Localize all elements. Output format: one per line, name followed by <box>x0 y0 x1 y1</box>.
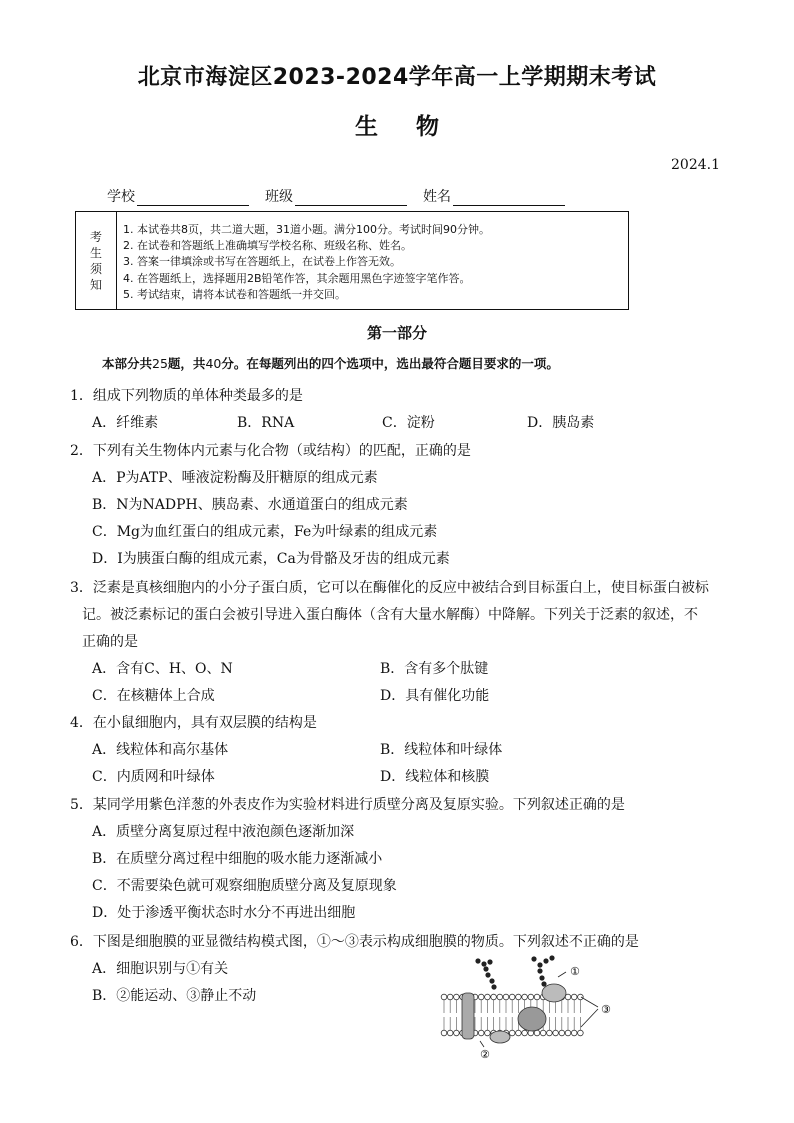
option-c[interactable]: C．淀粉 <box>382 415 435 431</box>
option-a[interactable]: A．质壁分离复原过程中液泡颜色逐渐加深 <box>92 824 355 840</box>
phospholipid-head <box>528 994 534 1000</box>
class-field <box>265 186 407 206</box>
label-2: ② <box>480 1048 490 1060</box>
class-label: 班级 <box>265 189 293 205</box>
question-options <box>70 656 725 683</box>
school-field <box>107 186 249 206</box>
option-b[interactable]: B．线粒体和叶绿体 <box>380 742 503 758</box>
class-blank <box>295 189 407 206</box>
phospholipid-head <box>478 1030 484 1036</box>
cell-membrane-diagram <box>436 955 626 1060</box>
question-stem-line: 3．泛素是真核细胞内的小分子蛋白质，它可以在酶催化的反应中被结合到目标蛋白上，使目标蛋白被标 <box>70 580 709 596</box>
option-d[interactable]: D．处于渗透平衡状态时水分不再进出细胞 <box>92 905 356 921</box>
question-6 <box>70 929 725 1010</box>
surface-protein <box>542 984 566 1002</box>
question-options <box>70 410 725 437</box>
notice-item: 1. 本试卷共8页，共二道大题，31道小题。满分100分。考试时间90分钟。 <box>123 223 490 236</box>
glycoprotein-chain <box>531 955 554 986</box>
notice-label-char: 知 <box>89 277 102 292</box>
notice-label-char: 须 <box>89 261 102 276</box>
notice-item: 3. 答案一律填涂或书写在答题纸上，在试卷上作答无效。 <box>123 255 401 269</box>
phospholipid-head <box>534 994 540 1000</box>
option-c[interactable]: C．在核糖体上合成 <box>92 688 215 704</box>
notice-side-label <box>76 212 117 309</box>
option-a[interactable]: A．细胞识别与①有关 <box>92 961 229 977</box>
name-blank <box>453 189 565 206</box>
phospholipid-head <box>454 994 460 1000</box>
exam-date: 2024.1 <box>671 157 720 173</box>
part-instructions: 本部分共25题，共40分。在每题列出的四个选项中，选出最符合题目要求的一项。 <box>102 356 559 371</box>
label-1: ① <box>570 965 580 978</box>
option-b[interactable]: B．②能运动、③静止不动 <box>92 988 257 1004</box>
phospholipid-head <box>522 1030 528 1036</box>
question-stem: 1．组成下列物质的单体种类最多的是 <box>70 388 303 404</box>
option-d[interactable]: D．I为胰蛋白酶的组成元素，Ca为骨骼及牙齿的组成元素 <box>92 551 450 567</box>
question-options <box>70 683 725 710</box>
student-info-fields <box>107 186 581 206</box>
exam-notice-box <box>75 211 629 310</box>
phospholipid-head <box>571 994 577 1000</box>
question-stem: 2．下列有关生物体内元素与化合物（或结构）的匹配，正确的是 <box>70 443 471 459</box>
name-label: 姓名 <box>423 189 451 205</box>
phospholipid-head <box>522 994 528 1000</box>
option-d[interactable]: D．线粒体和核膜 <box>380 769 490 785</box>
phospholipid-head <box>454 1030 460 1036</box>
question-options <box>70 737 725 764</box>
leader-line-1 <box>558 972 566 977</box>
question-stem-line: 记。被泛素标记的蛋白会被引导进入蛋白酶体（含有大量水解酶）中降解。下列关于泛素的叙述，不 <box>82 607 698 623</box>
question-stem: 6．下图是细胞膜的亚显微结构模式图，①～③表示构成细胞膜的物质。下列叙述不正确的是 <box>70 934 639 950</box>
phospholipid-head <box>578 994 584 1000</box>
phospholipid-head <box>540 1030 546 1036</box>
school-blank <box>137 189 249 206</box>
option-b[interactable]: B．含有多个肽键 <box>380 661 489 677</box>
phospholipid-head <box>516 994 522 1000</box>
phospholipid-head <box>485 1030 491 1036</box>
phospholipid-head <box>441 994 447 1000</box>
leader-line-3 <box>581 1009 598 1027</box>
question-stem: 5．某同学用紫色洋葱的外表皮作为实验材料进行质壁分离及复原实验。下列叙述正确的是 <box>70 797 625 813</box>
option-d[interactable]: D．胰岛素 <box>527 415 595 431</box>
notice-item: 4. 在答题纸上，选择题用2B铅笔作答，其余题用黑色字迹签字笔作答。 <box>123 271 471 285</box>
phospholipid-head <box>565 1030 571 1036</box>
phospholipid-head <box>491 994 497 1000</box>
question-stem: 4．在小鼠细胞内，具有双层膜的结构是 <box>70 715 317 731</box>
phospholipid-head <box>485 994 491 1000</box>
subject-title: 生物 <box>355 114 477 140</box>
phospholipid-head <box>509 994 515 1000</box>
label-3: ③ <box>601 1003 611 1016</box>
exam-title: 北京市海淀区2023-2024学年高一上学期期末考试 <box>137 65 657 90</box>
transmembrane-protein <box>462 993 474 1039</box>
name-field <box>423 186 565 206</box>
option-b[interactable]: B．在质壁分离过程中细胞的吸水能力逐渐减小 <box>92 851 383 867</box>
leader-line-2 <box>480 1041 484 1047</box>
option-a[interactable]: A．P为ATP、唾液淀粉酶及肝糖原的组成元素 <box>92 470 378 486</box>
phospholipid-head <box>516 1030 522 1036</box>
option-c[interactable]: C．Mg为血红蛋白的组成元素，Fe为叶绿素的组成元素 <box>92 524 438 540</box>
option-a[interactable]: A．含有C、H、O、N <box>92 661 233 677</box>
option-b[interactable]: B．N为NADPH、胰岛素、水通道蛋白的组成元素 <box>92 497 408 513</box>
option-c[interactable]: C．内质网和叶绿体 <box>92 769 215 785</box>
phospholipid-head <box>547 1030 553 1036</box>
question-stem-line: 正确的是 <box>82 634 138 650</box>
phospholipid-head <box>478 994 484 1000</box>
question-options <box>70 764 725 791</box>
question-5 <box>70 792 725 927</box>
question-2 <box>70 438 725 573</box>
option-b[interactable]: B．RNA <box>237 415 295 431</box>
phospholipid-head <box>447 994 453 1000</box>
phospholipid-head <box>509 1030 515 1036</box>
phospholipid-head <box>571 1030 577 1036</box>
question-4 <box>70 710 725 791</box>
phospholipid-head <box>447 1030 453 1036</box>
leader-line-3 <box>581 997 598 1007</box>
phospholipid-head <box>559 1030 565 1036</box>
peripheral-protein <box>490 1031 510 1043</box>
phospholipid-head <box>441 1030 447 1036</box>
phospholipid-head <box>503 994 509 1000</box>
notice-label-char: 生 <box>89 245 102 260</box>
notice-item: 5. 考试结束，请将本试卷和答题纸一并交回。 <box>123 287 346 301</box>
phospholipid-head <box>578 1030 584 1036</box>
question-3 <box>70 575 725 710</box>
glycoprotein-chain <box>475 958 496 989</box>
school-label: 学校 <box>107 189 135 205</box>
part-title: 第一部分 <box>366 324 427 342</box>
notice-label-char: 考 <box>89 229 102 244</box>
phospholipid-head <box>497 994 503 1000</box>
notice-item: 2. 在试卷和答题纸上准确填写学校名称、班级名称、姓名。 <box>123 239 412 253</box>
phospholipid-head <box>553 1030 559 1036</box>
option-d[interactable]: D．具有催化功能 <box>380 688 490 704</box>
option-c[interactable]: C．不需要染色就可观察细胞质壁分离及复原现象 <box>92 878 397 894</box>
embedded-protein <box>518 1007 546 1031</box>
option-a[interactable]: A．线粒体和高尔基体 <box>92 742 229 758</box>
option-a[interactable]: A．纤维素 <box>92 415 159 431</box>
question-1 <box>70 383 725 437</box>
notice-list <box>117 212 490 309</box>
